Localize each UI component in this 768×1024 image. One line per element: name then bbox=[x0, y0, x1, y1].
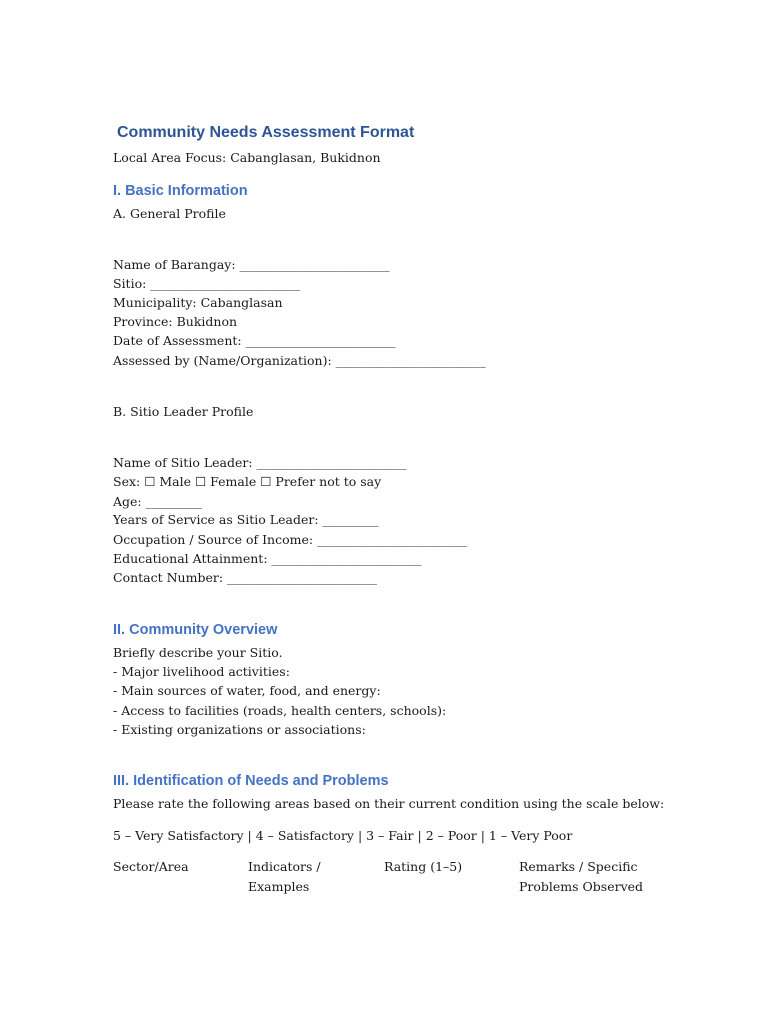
overview-line: - Existing organizations or associations: bbox=[113, 722, 366, 737]
overview-line: - Access to facilities (roads, health centers, schools): bbox=[113, 703, 447, 718]
table-header-rating: Rating (1–5) bbox=[384, 859, 463, 874]
field-name-of-sitio-leader: Name of Sitio Leader: ________________________ bbox=[113, 455, 407, 470]
section-heading-basic-information: I. Basic Information bbox=[113, 183, 248, 199]
overview-line: Briefly describe your Sitio. bbox=[113, 645, 283, 660]
table-header-indicators: Indicators / Examples bbox=[248, 859, 321, 894]
subsection-label-general-profile: A. General Profile bbox=[113, 206, 226, 221]
document-subtitle: Local Area Focus: Cabanglasan, Bukidnon bbox=[113, 150, 381, 165]
field-occupation: Occupation / Source of Income: ________________________ bbox=[113, 532, 468, 547]
document-title: Community Needs Assessment Format bbox=[117, 124, 415, 141]
overview-line: - Main sources of water, food, and energy: bbox=[113, 683, 381, 698]
table-header-remarks: Remarks / Specific Problems Observed bbox=[519, 859, 644, 894]
rating-scale: 5 – Very Satisfactory | 4 – Satisfactory | 3 – Fair | 2 – Poor | 1 – Very Poor bbox=[113, 828, 573, 843]
field-municipality: Municipality: Cabanglasan bbox=[113, 295, 283, 310]
field-age: Age: _________ bbox=[113, 494, 202, 509]
subsection-label-sitio-leader-profile: B. Sitio Leader Profile bbox=[113, 404, 254, 419]
overview-line: - Major livelihood activities: bbox=[113, 664, 290, 679]
field-educational-attainment: Educational Attainment: ________________________ bbox=[113, 551, 422, 566]
field-sex: Sex: ☐ Male ☐ Female ☐ Prefer not to say bbox=[113, 474, 382, 489]
field-sitio: Sitio: ________________________ bbox=[113, 276, 301, 291]
field-contact-number: Contact Number: ________________________ bbox=[113, 570, 378, 585]
section-heading-community-overview: II. Community Overview bbox=[113, 622, 278, 638]
field-date-of-assessment: Date of Assessment: ________________________ bbox=[113, 333, 396, 348]
section-heading-needs-and-problems: III. Identification of Needs and Problems bbox=[113, 773, 389, 789]
rating-instruction: Please rate the following areas based on their current condition using the scale below: bbox=[113, 796, 665, 811]
field-name-of-barangay: Name of Barangay: ________________________ bbox=[113, 257, 390, 272]
table-header-sector: Sector/Area bbox=[113, 859, 189, 874]
field-province: Province: Bukidnon bbox=[113, 314, 238, 329]
field-assessed-by: Assessed by (Name/Organization): ________________________ bbox=[113, 353, 486, 368]
field-years-of-service: Years of Service as Sitio Leader: _________ bbox=[113, 512, 379, 527]
